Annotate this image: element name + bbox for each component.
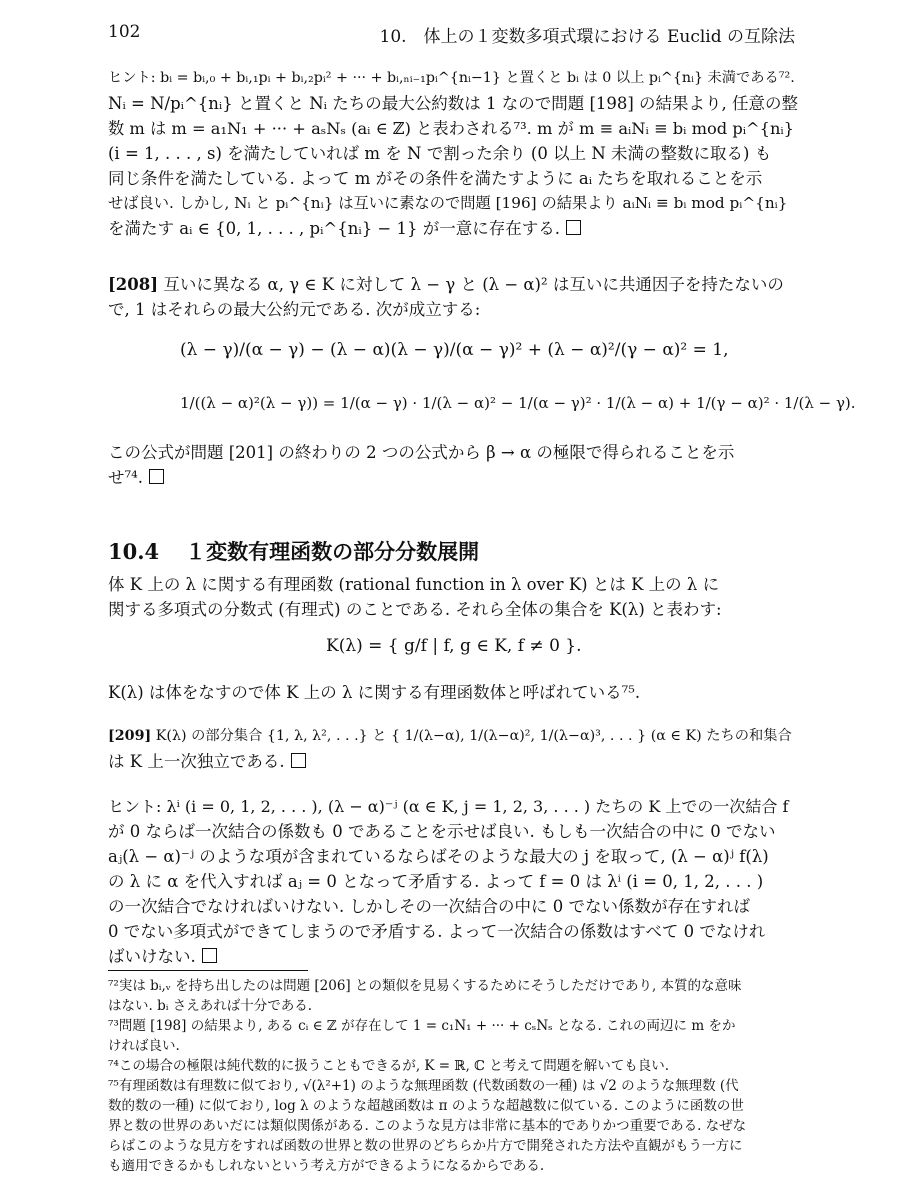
page-header: [108, 22, 795, 52]
text-line: せば良い. しかし, Nᵢ と pᵢ^{nᵢ} は互いに素なので問題 [196] の結果より aᵢNᵢ ≡ bᵢ mod pᵢ^{nᵢ}: [108, 194, 788, 212]
text-line: が 0 ならば一次結合の係数も 0 であることを示せば良い. もしも一次結合の中に 0 でない: [108, 822, 776, 841]
text-line: ヒント: bᵢ = bᵢ,₀ + bᵢ,₁pᵢ + bᵢ,₂pᵢ² + ··· + bᵢ,ₙᵢ₋₁pᵢ^{nᵢ−1} と置くと bᵢ は 0 以上 pᵢ^{nᵢ} 未満である⁷².: [108, 70, 795, 86]
problem-209: [108, 724, 798, 774]
footnote-line: ⁷⁵有理函数は有理数に似ており, √(λ²+1) のような無理函数 (代数函数の一種) は √2 のような無理数 (代: [108, 1078, 739, 1094]
text-line: [108, 272, 798, 297]
footnotes: [108, 976, 800, 1176]
equation-208-1: (λ − γ)/(α − γ) − (λ − α)(λ − γ)/(α − γ)² + (λ − α)²/(γ − α)² = 1,: [180, 340, 729, 360]
section-heading: [108, 536, 479, 566]
text-line: 0 でない多項式ができてしまうので矛盾する. よって一次結合の係数はすべて 0 でなけれ: [108, 922, 766, 941]
running-title: 10. 体上の１変数多項式環における Euclid の互除法: [379, 27, 795, 47]
text-span: 互いに異なる α, γ ∈ K に対して λ − γ と (λ − α)² は互いに共通因子を持たないの: [163, 275, 784, 294]
problem-label: [209]: [108, 728, 152, 744]
problem-208-remark: [108, 440, 798, 490]
text-span: ばいけない.: [108, 947, 196, 966]
footnote-line: 数的数の一種) に似ており, log λ のような超越函数は π のような超越数に似ている. このように函数の世: [108, 1098, 744, 1114]
section-number: 10.4: [108, 539, 160, 564]
footnote-line: らばこのような見方をすれば函数の世界と数の世界のどちらか片方で開発された方法や直観がもう一方に: [108, 1138, 743, 1154]
problem-208: [108, 272, 798, 322]
footnote-line: ⁷³問題 [198] の結果より, ある cᵢ ∈ ℤ が存在して 1 = c₁N₁ + ··· + cₛNₛ となる. これの両辺に m をか: [108, 1018, 736, 1034]
text-line: の λ に α を代入すれば aⱼ = 0 となって矛盾する. よって f = 0 は λⁱ (i = 0, 1, 2, . . . ): [108, 872, 764, 891]
text-line: aⱼ(λ − α)⁻ʲ のような項が含まれているならばそのような最大の j を取って, (λ − α)ʲ f(λ): [108, 847, 769, 866]
text-line: 数 m は m = a₁N₁ + ··· + aₛNₛ (aᵢ ∈ ℤ) と表わされる⁷³. m が m ≡ aᵢNᵢ ≡ bᵢ mod pᵢ^{nᵢ}: [108, 119, 795, 138]
qed-box-icon: [202, 948, 217, 963]
footnote-line: はない. bᵢ さえあれば十分である.: [108, 998, 313, 1014]
equation-208-2: 1/((λ − α)²(λ − γ)) = 1/(α − γ) · 1/(λ − α)² − 1/(α − γ)² · 1/(λ − α) + 1/(γ − α)² · 1/(λ − γ).: [180, 394, 856, 412]
text-line: [108, 465, 798, 490]
footnote-divider: [108, 970, 308, 971]
footnote-line: ⁷⁴この場合の極限は純代数的に扱うこともできるが, K = ℝ, ℂ と考えて問題を解いても良い.: [108, 1058, 670, 1074]
text-line: K(λ) は体をなすので体 K 上の λ に関する有理函数体と呼ばれている⁷⁵.: [108, 683, 641, 702]
qed-box-icon: [291, 753, 306, 768]
text-line: 関する多項式の分数式 (有理式) のことである. それら全体の集合を K(λ) と表わす:: [108, 600, 722, 619]
text-span: K(λ) の部分集合 {1, λ, λ², . . .} と { 1/(λ−α), 1/(λ−α)², 1/(λ−α)³, . . . } (α ∈ K) たちの和集合: [155, 728, 792, 744]
text-line: 体 K 上の λ に関する有理函数 (rational function in λ over K) とは K 上の λ に: [108, 575, 720, 594]
text-span: は K 上一次独立である.: [108, 752, 285, 771]
footnote-line: ⁷²実は bᵢ,ᵥ を持ち出したのは問題 [206] との類似を見易くするためにそうしただけであり, 本質的な意味: [108, 978, 742, 994]
section-title: １変数有理函数の部分分数展開: [185, 539, 480, 564]
hint-209-paragraph: [108, 794, 798, 969]
text-line: の一次結合でなければいけない. しかしその一次結合の中に 0 でない係数が存在すれば: [108, 897, 750, 916]
text-line: この公式が問題 [201] の終わりの 2 つの公式から β → α の極限で得られることを示: [108, 443, 735, 462]
text-line: [108, 749, 798, 774]
text-line: [108, 724, 798, 749]
text-line: ヒント: λⁱ (i = 0, 1, 2, . . . ), (λ − α)⁻ʲ (α ∈ K, j = 1, 2, 3, . . . ) たちの K 上での一次結合 f: [108, 797, 789, 816]
text-line: [108, 944, 798, 969]
footnote-line: ければ良い.: [108, 1038, 180, 1054]
text-line: Nᵢ = N/pᵢ^{nᵢ} と置くと Nᵢ たちの最大公約数は 1 なので問題 [198] の結果より, 任意の整: [108, 94, 799, 113]
text-line: (i = 1, . . . , s) を満たしていれば m を N で割った余り (0 以上 N 未満の整数に取る) も: [108, 144, 772, 163]
qed-box-icon: [566, 220, 581, 235]
footnote-line: も適用できるかもしれないという考え方ができるようになるからである.: [108, 1158, 545, 1174]
field-remark: [108, 680, 798, 705]
text-span: せ⁷⁴.: [108, 468, 143, 487]
definition-equation: K(λ) = { g/f | f, g ∈ K, f ≠ 0 }.: [326, 636, 582, 656]
qed-box-icon: [149, 469, 164, 484]
problem-label: [208]: [108, 275, 159, 294]
hint-198-paragraph: [108, 66, 798, 241]
text-line: [108, 216, 798, 241]
text-line: 同じ条件を満たしている. よって m がその条件を満たすように aᵢ たちを取れることを示: [108, 169, 763, 188]
page-number: 102: [108, 22, 141, 42]
text-span: を満たす aᵢ ∈ {0, 1, . . . , pᵢ^{nᵢ} − 1} が一意に存在する.: [108, 219, 560, 238]
intro-paragraph: [108, 572, 798, 622]
text-line: で, 1 はそれらの最大公約元である. 次が成立する:: [108, 300, 481, 319]
footnote-line: 界と数の世界のあいだには類似関係がある. このような見方は非常に基本的でありかつ重要である. なぜな: [108, 1118, 747, 1134]
